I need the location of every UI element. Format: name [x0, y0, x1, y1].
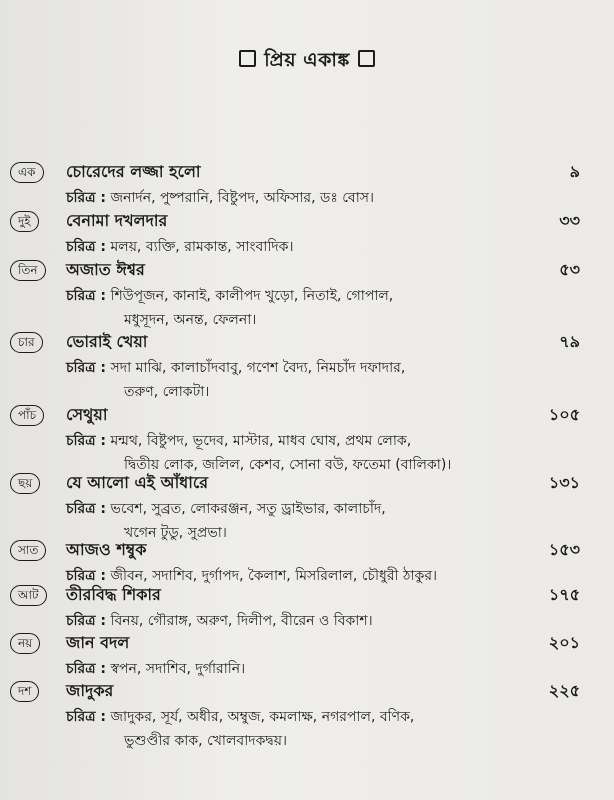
characters-line: স্বপন, সদাশিব, দুর্গারানি।: [110, 661, 246, 677]
entry-characters: [66, 356, 566, 404]
entry-number-badge: নয়: [10, 633, 40, 654]
characters-line: মন্মথ, বিষ্টুপদ, ভূদেব, মাস্টার, মাধব ঘোষ, প্রথম লোক,: [110, 433, 412, 449]
entry-title: বেনামা দখলদার: [66, 211, 168, 230]
entry-title: সেথুয়া: [66, 405, 108, 424]
entry-number-badge: চার: [10, 332, 43, 353]
characters-label: চরিত্র :: [66, 709, 107, 725]
entry-characters: [66, 705, 566, 753]
characters-label: চরিত্র :: [66, 568, 107, 584]
entry-characters: [66, 235, 566, 259]
characters-line: ভবেশ, সুব্রত, লোকরঞ্জন, সতু ড্রাইভার, কালাচাঁদ,: [110, 501, 386, 517]
characters-line: দ্বিতীয় লোক, জলিল, কেশব, সোনা বউ, ফতেমা (বালিকা)।: [124, 457, 452, 473]
entry-characters: [66, 609, 566, 633]
entry-title: জান বদল: [66, 633, 130, 652]
page-heading: [0, 46, 614, 78]
entry-characters: [66, 186, 566, 210]
characters-label: চরিত্র :: [66, 360, 107, 376]
square-ornament-icon: [358, 50, 375, 67]
characters-line: বিনয়, গৌরাঙ্গ, অরুণ, দিলীপ, বীরেন ও বিকাশ।: [110, 613, 373, 629]
entry-page-number: ১০৫: [548, 405, 580, 424]
entry-number-badge: সাত: [10, 540, 46, 561]
entry-title: অজাত ঈশ্বর: [66, 260, 145, 279]
characters-label: চরিত্র :: [66, 433, 107, 449]
characters-label: চরিত্র :: [66, 239, 107, 255]
entry-page-number: ১৭৫: [548, 585, 580, 604]
entry-title: জাদুকর: [66, 681, 114, 700]
entry-number-badge: এক: [10, 162, 44, 183]
entry-number-badge: দুই: [10, 211, 39, 232]
entry-title: চোরেদের লজ্জা হলো: [66, 162, 201, 181]
characters-label: চরিত্র :: [66, 661, 107, 677]
characters-line: জাদুকর, সূর্য, অধীর, অম্বুজ, কমলাক্ষ, নগরপাল, বণিক,: [110, 709, 415, 725]
characters-line: সদা মাঝি, কালাচাঁদবাবু, গণেশ বৈদ্য, নিমচাঁদ দফাদার,: [110, 360, 406, 376]
characters-line: খগেন টুডু, সুপ্রভা।: [124, 525, 227, 541]
entry-page-number: ২২৫: [548, 681, 580, 700]
characters-label: চরিত্র :: [66, 288, 107, 304]
characters-line: শিউপূজন, কানাই, কালীপদ খুড়ো, নিতাই, গোপাল,: [110, 288, 394, 304]
entry-characters: [66, 284, 566, 332]
entry-title: যে আলো এই আঁধারে: [66, 473, 209, 492]
characters-label: চরিত্র :: [66, 613, 107, 629]
characters-line: তরুণ, লোকটা।: [124, 384, 210, 400]
page-title: প্রিয় একাঙ্ক: [264, 49, 350, 71]
characters-label: চরিত্র :: [66, 190, 107, 206]
entry-number-badge: ছয়: [10, 473, 40, 494]
entry-number-badge: পাঁচ: [10, 405, 44, 426]
entry-title: তীরবিদ্ধ শিকার: [66, 585, 161, 604]
entry-title: আজও শম্বুক: [66, 540, 147, 559]
characters-line: মলয়, ব্যক্তি, রামকান্ত, সাংবাদিক।: [110, 239, 294, 255]
characters-line: ভুশুণ্ডীর কাক, খোলবাদকদ্বয়।: [124, 733, 287, 749]
entry-page-number: ৯: [569, 162, 580, 181]
entry-page-number: ৫৩: [559, 260, 580, 279]
entry-page-number: ১৫৩: [548, 540, 580, 559]
entry-number-badge: আট: [10, 585, 47, 606]
entry-page-number: ৭৯: [559, 332, 580, 351]
entry-characters: [66, 429, 566, 477]
entry-number-badge: দশ: [10, 681, 39, 702]
square-ornament-icon: [239, 50, 256, 67]
entry-page-number: ২০১: [548, 633, 580, 652]
entry-page-number: ৩৩: [559, 211, 580, 230]
characters-label: চরিত্র :: [66, 501, 107, 517]
characters-line: জীবন, সদাশিব, দুর্গাপদ, কৈলাশ, মিসরিলাল, চৌধুরী ঠাকুর।: [110, 568, 438, 584]
entry-number-badge: তিন: [10, 260, 46, 281]
characters-line: জনার্দন, পুষ্পরানি, বিষ্টুপদ, অফিসার, ডঃ বোস।: [110, 190, 375, 206]
entry-title: ভোরাই খেয়া: [66, 332, 148, 351]
characters-line: মধুসূদন, অনন্ত, ফেলনা।: [124, 312, 257, 328]
entry-characters: [66, 657, 566, 681]
entry-page-number: ১৩১: [548, 473, 580, 492]
